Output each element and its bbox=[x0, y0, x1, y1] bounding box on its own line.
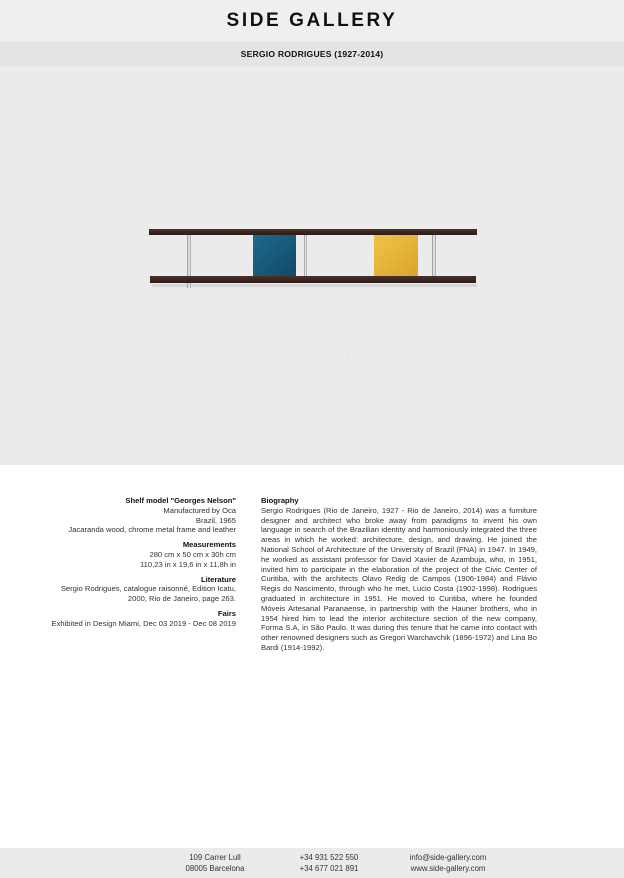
literature-line-2: 2000, Rio de Janeiro, page 263. bbox=[127, 594, 236, 604]
header-bar bbox=[0, 0, 624, 42]
materials: Jacaranda wood, chrome metal frame and leather bbox=[68, 525, 236, 535]
measurements-block bbox=[20, 540, 236, 569]
designer-bar bbox=[0, 42, 624, 66]
top-shelf-board bbox=[149, 229, 477, 235]
chrome-upright-right bbox=[432, 232, 436, 278]
literature-line-1: Sergio Rodrigues, catalogue raisonné, Edition Icatu, bbox=[60, 584, 236, 594]
product-title: Shelf model "Georges Nelson" bbox=[125, 496, 236, 505]
fairs-block bbox=[20, 609, 236, 629]
measurements-cm: 280 cm x 50 cm x 30h cm bbox=[149, 549, 236, 559]
gallery-brand[interactable]: SIDE GALLERY bbox=[226, 10, 398, 31]
bottom-shelf-board bbox=[150, 276, 476, 283]
footer bbox=[0, 848, 624, 878]
literature-block bbox=[20, 575, 236, 604]
website-link[interactable]: www.side-gallery.com bbox=[410, 863, 486, 873]
footer-phones bbox=[288, 853, 370, 874]
phone-2[interactable]: +34 677 021 891 bbox=[299, 863, 359, 873]
product-photo bbox=[0, 66, 624, 465]
manufacturer: Manufactured by Oca bbox=[163, 505, 236, 515]
designer-name: SERGIO RODRIGUES (1927-2014) bbox=[240, 49, 384, 59]
fairs-label: Fairs bbox=[217, 608, 236, 618]
blue-leather-panel bbox=[253, 234, 296, 277]
literature-label: Literature bbox=[200, 574, 236, 584]
product-info-block bbox=[20, 496, 236, 535]
biography-label: Biography bbox=[261, 496, 299, 505]
product-details bbox=[20, 496, 236, 634]
origin: Brazil, 1965 bbox=[195, 515, 236, 525]
shelf-image bbox=[0, 66, 624, 465]
phone-1[interactable]: +34 931 522 550 bbox=[299, 853, 359, 862]
measurements-in: 110,23 in x 19,6 in x 11,8h in bbox=[140, 559, 236, 569]
chrome-upright-middle bbox=[304, 232, 307, 278]
email-link[interactable]: info@side-gallery.com bbox=[409, 853, 487, 862]
measurements-label: Measurements bbox=[182, 540, 236, 550]
biography-text: Sergio Rodrigues (Rio de Janeiro, 1927 - Rio de Janeiro, 2014) was a furniture designer and architect who broke away from paradigms to invent his own language in search of the Brazilian identity and harmoniously integrated the three areas in which he worked: architecture, design, and drawing. He joined the National School of Architecture of the University of Brazil (FNA) in 1947. In 1949, he worked as assistant professor for David Xavier de Azambuja, who, in 1951, invited him to participate in the elaboration of the project of the Civic Center of Curitiba, with the architects Olavo Redig de Campos (1906-1984) and Flávio Regis do Nascimento, through who he met, Lucio Costa (1902-1998). Rodrigues graduated in architecture in 1951. He moved to Curitiba, where he founded Móveis Artesanal Paranaense, in partnership with the Hauner brothers, who in 1954 hired him to lead the interior architecture section of the new company, Forma S.A, in São Paulo. It was during this tenure that he came into contact with other renowned designers such as Gregori Warchavchik (1896-1972) and Lina Bo Bardi (1914-1992). bbox=[261, 505, 537, 652]
address-city: 08005 Barcelona bbox=[185, 863, 245, 873]
fairs-text: Exhibited in Design Miami, Dec 03 2019 - Dec 08 2019 bbox=[51, 618, 236, 628]
biography-section bbox=[261, 496, 537, 653]
footer-address bbox=[175, 853, 255, 874]
yellow-leather-panel bbox=[374, 234, 418, 277]
footer-contact bbox=[398, 853, 498, 874]
address-street: 109 Carrer Lull bbox=[189, 853, 241, 862]
